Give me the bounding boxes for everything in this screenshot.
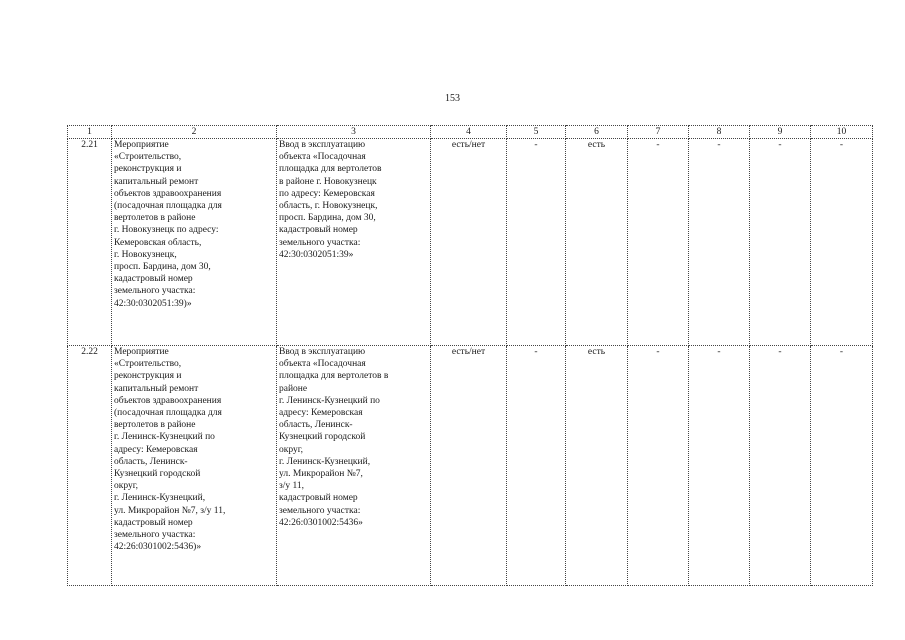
- status-cell: есть/нет: [431, 139, 507, 346]
- table-row: [68, 139, 873, 346]
- result-cell: Ввод в эксплуатацию объекта «Посадочная площадка для вертолетов в районе г. Новокузнецк по адресу: Кемеровская область, г. Новокузнецк, просп. Бардина, дом 30, кадастровый номер земельного участка: 42:30:0302051:39»: [277, 139, 431, 346]
- page-number: 153: [445, 93, 460, 104]
- value-cell: -: [507, 139, 566, 346]
- value-cell: -: [628, 139, 689, 346]
- status-cell: есть/нет: [431, 346, 507, 586]
- column-header: 4: [431, 126, 507, 139]
- activities-table: [67, 125, 873, 586]
- column-header: 10: [811, 126, 873, 139]
- value-cell: -: [750, 346, 811, 586]
- value-cell: -: [628, 346, 689, 586]
- table-header-row: [68, 126, 873, 139]
- column-header: 2: [112, 126, 277, 139]
- column-header: 7: [628, 126, 689, 139]
- table-row: [68, 346, 873, 586]
- value-cell: есть: [566, 346, 628, 586]
- column-header: 6: [566, 126, 628, 139]
- result-cell: Ввод в эксплуатацию объекта «Посадочная площадка для вертолетов в районе г. Ленинск-Кузнецкий по адресу: Кемеровская область, Ленинск- Кузнецкий городской округ, г. Ленинск-Кузнецкий, ул. Микрорайон №7, з/у 11, кадастровый номер земельного участка: 42:26:0301002:5436»: [277, 346, 431, 586]
- value-cell: есть: [566, 139, 628, 346]
- value-cell: -: [689, 139, 750, 346]
- value-cell: -: [689, 346, 750, 586]
- activity-cell: Мероприятие «Строительство, реконструкция и капитальный ремонт объектов здравоохранения (посадочная площадка для вертолетов в районе г. Новокузнецк по адресу: Кемеровская область, г. Новокузнецк, просп. Бардина, дом 30, кадастровый номер земельного участка: 42:30:0302051:39)»: [112, 139, 277, 346]
- value-cell: -: [811, 346, 873, 586]
- value-cell: -: [750, 139, 811, 346]
- value-cell: -: [507, 346, 566, 586]
- column-header: 5: [507, 126, 566, 139]
- row-number: 2.21: [68, 139, 112, 346]
- activity-cell: Мероприятие «Строительство, реконструкция и капитальный ремонт объектов здравоохранения (посадочная площадка для вертолетов в районе г. Ленинск-Кузнецкий по адресу: Кемеровская область, Ленинск- Кузнецкий городской округ, г. Ленинск-Кузнецкий, ул. Микрорайон №7, з/у 11, кадастровый номер земельного участка: 42:26:0301002:5436)»: [112, 346, 277, 586]
- column-header: 8: [689, 126, 750, 139]
- column-header: 9: [750, 126, 811, 139]
- row-number: 2.22: [68, 346, 112, 586]
- column-header: 1: [68, 126, 112, 139]
- value-cell: -: [811, 139, 873, 346]
- column-header: 3: [277, 126, 431, 139]
